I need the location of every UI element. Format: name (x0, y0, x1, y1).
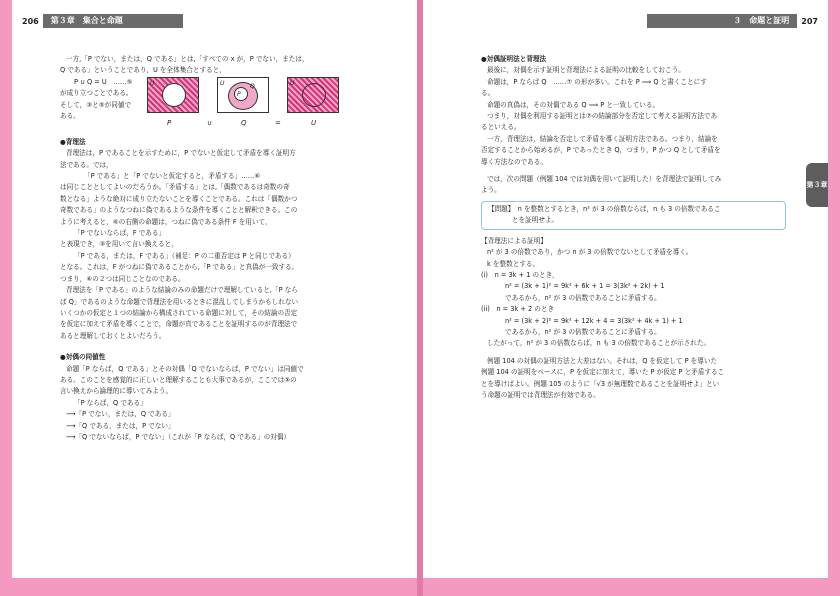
contradiction-line: つまり，⑥の２つは同じことなのである。 (60, 274, 185, 283)
comparison-line: 命題の真偽は，その対偶である Q ⟹ P と一致している。 (487, 100, 660, 109)
comparison-line: 否定することから始めるが，P であったとき Q，つまり，P かつ Q として矛盾を (481, 146, 721, 155)
venn-text (60, 77, 140, 123)
contrapositive-line: 言い換えから論理的に導いてみよう。 (60, 387, 173, 396)
intro-line: Q である」ということであり，U を全体集合とすると， (60, 66, 226, 75)
problem-line: とを証明せよ。 (512, 216, 559, 225)
contrapositive-heading: ●対偶の同値性 (60, 353, 106, 362)
closing-line: う命題の証明では背理法が有効である。 (481, 390, 600, 399)
right-page (423, 0, 828, 578)
left-page-body (60, 54, 380, 443)
venn-caption-p: P (167, 118, 172, 127)
left-page (12, 0, 417, 578)
proof-line: k を整数とする。 (487, 259, 540, 268)
contradiction-line: あると理解しておくとよいだろう。 (60, 331, 166, 340)
contradiction-line: ば Q」であるのような命題で背理法を用いるときに混乱してしまうかもしれない (60, 297, 299, 306)
contrapositive-line: ⟶「Q でないならば，P でない」（これが「P ならば，Q である」の対偶） (66, 432, 291, 441)
venn-text-line: P ∪ Q = U ……⑤ (74, 77, 133, 86)
problem-label: 【問題】 (488, 204, 512, 213)
closing-line: 例題 104 の証明をベースに，P を仮定に加えて，導いた P が仮定 P と矛盾するこ (481, 368, 725, 377)
intro-problem-line: よう。 (481, 186, 501, 195)
contradiction-line: となる。これは，F がつねに偽であることから,「P である」と真偽が一致する。 (60, 263, 299, 272)
right-page-number: 207 (797, 17, 822, 26)
intro-line: 一方,「P でない，または，Q である」とは,「すべての x が，P でない，または， (66, 55, 309, 63)
contradiction-line: ように考えると，⑥の右側の命題は，つねに偽である条件 F を用いて， (60, 217, 272, 226)
closing-line: とを導けばよい。例題 105 のように「√3 が無理数であることを証明せよ」とい (481, 379, 720, 388)
proof-line: n² が 3 の倍数であり，かつ n が 3 の倍数でないとして矛盾を導く。 (487, 248, 693, 257)
venn-u-label: U (220, 79, 225, 87)
proof-line: n² = (3k + 1)² = 9k² + 6k + 1 = 3(3k² + 2k) + 1 (505, 282, 665, 291)
venn-text-line: ある。 (60, 112, 80, 121)
contrapositive-line: ⟶「P でない，または，Q である」 (66, 410, 175, 419)
contradiction-line: 背理法を「P である」のような結論のみの命題だけで理解していると,「P なら (66, 286, 298, 295)
contradiction-line: は同じこととしてよいのだろうか。「矛盾する」とは,「偶数であるは奇数の奇 (60, 183, 290, 192)
venn-caption-eq: = (275, 118, 281, 127)
comparison-line: 命題は，P ならば Q ……⑦ の形が多い。これを P ⟹ Q と書くことにす (487, 77, 707, 86)
problem-line: n を整数とするとき，n² が 3 の倍数ならば，n も 3 の倍数であるこ (517, 204, 721, 213)
comparison-line: つまり，対偶を利用する証明とは⑦の結論部分を否定して考える証明方法であ (487, 112, 718, 121)
venn-caption-q: Q (241, 118, 247, 127)
contradiction-line: 奇数である」のようなつねに偽であるような条件を導くことと解釈できる。この (60, 206, 298, 215)
right-page-body (481, 54, 795, 401)
contrapositive-line: 「P ならば，Q である」 (74, 398, 147, 407)
right-section-title: ３ 命題と証明 (647, 14, 797, 28)
proof-line: したがって，n² が 3 の倍数ならば，n も 3 の倍数であることが示された。 (487, 339, 711, 348)
venn-not-p (147, 77, 199, 113)
venn-p-label: P (237, 90, 241, 98)
contradiction-line: 法である。では， (60, 160, 113, 169)
proof-heading: 【背理法による証明】 (481, 236, 547, 245)
venn-circle-p (302, 83, 326, 107)
contradiction-line: 「P である，または，F である」（補足：P の二重否定は P と同じである） (74, 251, 295, 260)
venn-text-line: が成り立つことである。 (60, 89, 133, 98)
proof-line: (ii) n = 3k + 2 のとき (481, 305, 555, 314)
venn-u-label: U (290, 79, 295, 87)
proof-line: であるから，n² が 3 の倍数であることに矛盾する。 (505, 293, 661, 302)
contradiction-line: 数となる」ような絶対に成り立たないことを導くことである。これは「偶数かつ (60, 194, 298, 203)
contrapositive-line: ある。このことを感覚的に正しいと理解することも大事であるが，ここでは③の (60, 375, 297, 384)
comparison-line: 導く方法なのである。 (481, 157, 547, 166)
contrapositive-line: 命題「P ならば，Q である」とその対偶「Q でないならば，P でない」は同値で (66, 364, 304, 373)
contrapositive-line: ⟶「Q である，または，P でない」 (66, 421, 175, 430)
contradiction-line: を仮定に加えて矛盾を導くことで，命題が真であることを証明するのが背理法で (60, 320, 298, 329)
comparison-line: 最後に，対偶を示す証明と背理法による証明の比較をしておこう。 (487, 66, 685, 75)
venn-text-line: そして，③と⑤が同値で (60, 100, 132, 109)
right-page-header (647, 14, 822, 28)
problem-box (481, 201, 786, 230)
proof-line: n² = (3k + 2)² = 9k² + 12k + 4 = 3(3k² + 4k + 1) + 1 (505, 316, 683, 325)
left-page-number: 206 (18, 17, 43, 26)
contradiction-line: いくつかの仮定と１つの結論から構成されている命題に対して，その結論の否定 (60, 308, 298, 317)
comparison-line: るといえる。 (481, 123, 521, 132)
comparison-heading: ●対偶証明法と背理法 (481, 55, 547, 63)
contradiction-line: 背理法は，P であることを示すために，P でないと仮定して矛盾を導く証明方 (66, 149, 296, 158)
closing-line: 例題 104 の対偶の証明方法と大差はない。それは，Q を仮定して P を導いた (487, 356, 718, 365)
venn-q (217, 77, 269, 113)
venn-section (60, 77, 380, 127)
venn-diagrams (145, 77, 385, 131)
contradiction-line: 「P である」と「P でないと仮定すると，矛盾する」……⑥ (84, 172, 261, 181)
contradiction-heading: ●背理法 (60, 137, 86, 146)
comparison-line: 一方，背理法は，結論を否定して矛盾を導く証明方法である。つまり，結論を (487, 134, 718, 143)
venn-caption-u: U (311, 118, 317, 127)
proof-line: (i) n = 3k + 1 のとき， (481, 270, 559, 279)
venn-caption-cup: ∪ (207, 118, 213, 127)
chapter-side-tab: 第３章 (806, 163, 828, 207)
venn-u (287, 77, 339, 113)
proof-line: であるから，n² が 3 の倍数であることに矛盾する。 (505, 327, 661, 336)
contradiction-line: と表現でき，③を用いて言い換えると， (60, 240, 178, 249)
comparison-line: る。 (481, 89, 495, 98)
venn-circle-p (162, 83, 186, 107)
intro-problem-line: では，次の問題（例題 104 では対偶を用いて証明した）を背理法で証明してみ (487, 175, 722, 184)
left-page-header (18, 14, 183, 28)
venn-q-label: Q (250, 82, 255, 90)
contradiction-line: 「P でないならば，F である」 (74, 229, 166, 238)
left-chapter-title: 第３章 集合と命題 (43, 14, 183, 28)
venn-u-label: U (150, 79, 155, 87)
